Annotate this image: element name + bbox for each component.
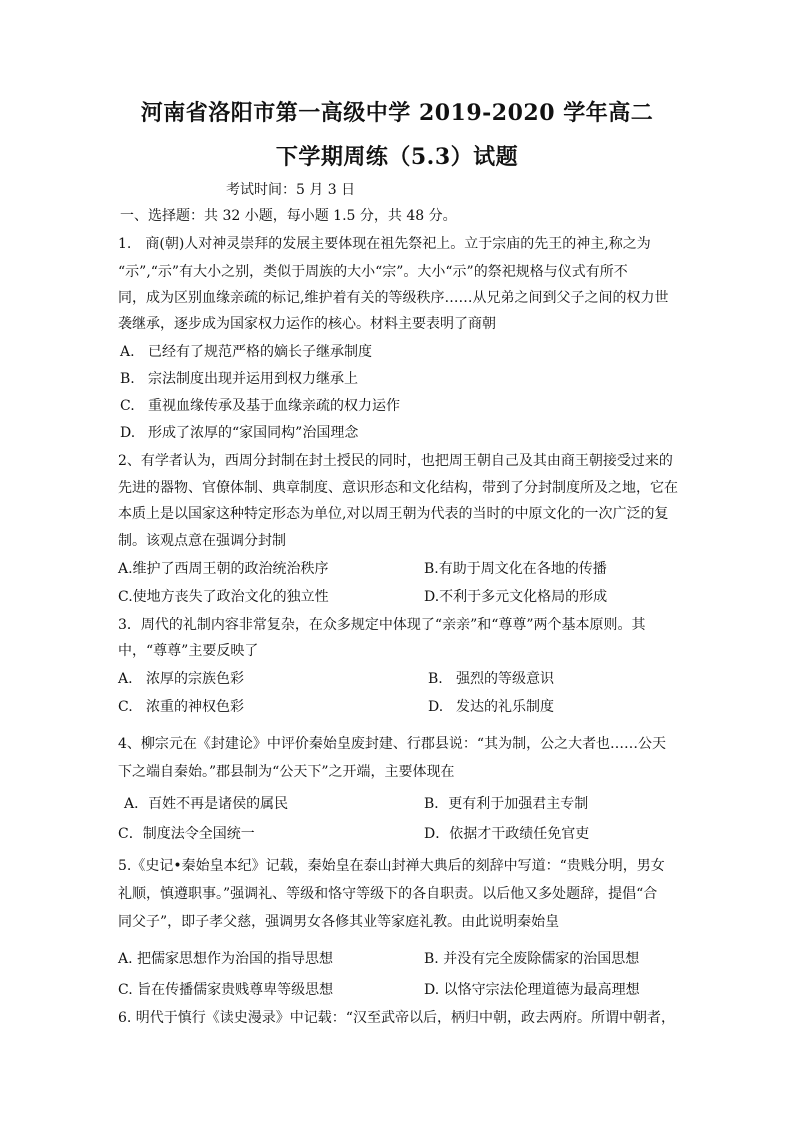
option-text: 强烈的等级意识: [456, 671, 554, 687]
q3-option-b: [428, 669, 554, 689]
q3-option-c: [118, 697, 244, 717]
q5-line: 5.《史记•秦始皇本纪》记载，秦始皇在泰山封禅大典后的刻辞中写道：“贵贱分明，男女: [118, 858, 665, 874]
q1-option-a: [120, 342, 372, 362]
q1-line: 1. 商(朝)人对神灵崇拜的发展主要体现在祖先祭祀上。立于宗庙的先王的神主,称之为: [118, 236, 651, 252]
q5-option-c: C. 旨在传播儒家贵贱尊卑等级思想: [118, 982, 334, 998]
q3-line: 中，“尊尊”主要反映了: [118, 643, 259, 659]
q4-line: 下之端自秦始。”郡县制为“公天下”之开端，主要体现在: [118, 764, 455, 780]
q5-line: 礼顺，慎遵职事。”强调礼、等级和恪守等级下的各自职责。以后他又多处题辞，提倡“合: [118, 886, 658, 902]
q3-line: 3．周代的礼制内容非常复杂，在众多规定中体现了“亲亲”和“尊尊”两个基本原则。其: [118, 617, 646, 633]
q1-line: 同，成为区别血缘亲疏的标记,维护着有关的等级秩序……从兄弟之间到父子之间的权力世: [118, 290, 669, 306]
q2-option-c: C.使地方丧失了政治文化的独立性: [118, 589, 329, 605]
option-label: C.: [120, 398, 135, 414]
q4-option-c: C．制度法令全国统一: [118, 826, 255, 842]
q4-option-a: A．百姓不再是诸侯的属民: [124, 796, 289, 812]
q4-line: 4、柳宗元在《封建论》中评价秦始皇废封建、行郡县说：“其为制，公之大者也……公天: [118, 736, 667, 752]
q2-option-b: B.有助于周文化在各地的传播: [424, 561, 607, 577]
q3-option-d: [428, 697, 554, 717]
option-text: 已经有了规范严格的嫡长子继承制度: [148, 344, 372, 360]
option-text: 宗法制度出现并运用到权力继承上: [148, 371, 358, 387]
q5-line: 同父子”，即子孝父慈，强调男女各修其业等家庭礼教。由此说明秦始皇: [118, 914, 560, 930]
page-title-line1: 河南省洛阳市第一高级中学 2019-2020 学年高二: [140, 100, 654, 126]
option-text: 发达的礼乐制度: [456, 699, 554, 715]
q5-option-b: B. 并没有完全废除儒家的治国思想: [424, 951, 640, 967]
option-text: 浓厚的宗族色彩: [146, 671, 244, 687]
option-label: B.: [120, 371, 135, 387]
q2-line: 2、有学者认为，西周分封制在封土授民的同时，也把周王朝自己及其由商王朝接受过来的: [118, 453, 673, 469]
page-title-line2: 下学期周练（5.3）试题: [275, 144, 519, 170]
option-text: 浓重的神权色彩: [146, 699, 244, 715]
q1-option-b: [120, 369, 358, 389]
q5-option-a: A. 把儒家思想作为治国的指导思想: [118, 951, 334, 967]
q2-line: 先进的器物、官僚体制、典章制度、意识形态和文化结构，带到了分封制度所及之地，它在: [118, 480, 678, 496]
exam-time: 考试时间：5 月 3 日: [226, 182, 356, 198]
q2-line: 制。该观点意在强调分封制: [118, 533, 286, 549]
q5-option-d: D. 以恪守宗法伦理道德为最高理想: [424, 982, 640, 998]
option-label: C.: [118, 699, 133, 715]
q6-line: 6. 明代于慎行《读史漫录》中记载：“汉至武帝以后，柄归中朝，政去两府。所谓中朝者，: [118, 1010, 675, 1026]
q2-option-d: D.不利于多元文化格局的形成: [424, 589, 608, 605]
q4-option-d: D．依据才干政绩任免官吏: [424, 826, 590, 842]
option-label: A.: [120, 344, 135, 360]
section-heading: 一、选择题：共 32 小题，每小题 1.5 分，共 48 分。: [120, 208, 457, 224]
q1-line: “示”,“示”有大小之别，类似于周族的大小“宗”。大小“示”的祭祀规格与仪式有所不: [118, 264, 628, 280]
option-label: B.: [428, 671, 443, 687]
option-text: 形成了浓厚的“家国同构”治国理念: [148, 425, 359, 441]
q3-option-a: [118, 669, 244, 689]
q1-option-c: [120, 396, 400, 416]
q1-line: 袭继承，逐步成为国家权力运作的核心。材料主要表明了商朝: [118, 316, 496, 332]
q2-option-a: A.维护了西周王朝的政治统治秩序: [118, 561, 329, 577]
option-label: A.: [118, 671, 133, 687]
q2-line: 本质上是以国家这种特定形态为单位,对以周王朝为代表的当时的中原文化的一次广泛的复: [118, 506, 669, 522]
option-label: D.: [120, 425, 136, 441]
option-text: 重视血缘传承及基于血缘亲疏的权力运作: [148, 398, 400, 414]
option-label: D.: [428, 699, 444, 715]
q1-option-d: [120, 423, 358, 443]
q4-option-b: B．更有利于加强君主专制: [424, 796, 589, 812]
